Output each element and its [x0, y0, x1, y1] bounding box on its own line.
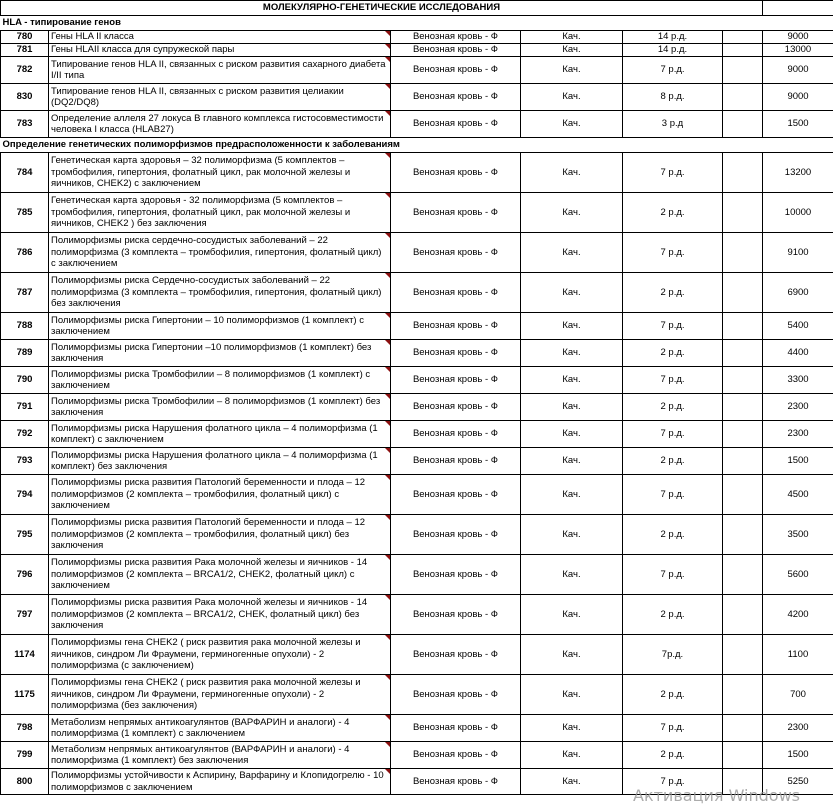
biomaterial: Венозная кровь - Ф — [391, 555, 521, 595]
service-name: Метаболизм непрямых антикоагулянтов (ВАРФАРИН и аналоги) - 4 полиморфизма (1 комплект) без заключения — [49, 742, 391, 769]
service-name: Генетическая карта здоровья – 32 полиморфизма (5 комплектов – тромбофилия, гипертония, фолатный цикл, рак молочной железы и яичников, CHEK2) с заключением — [49, 153, 391, 193]
table-row — [1, 193, 833, 233]
service-code: 794 — [1, 475, 49, 515]
service-name: Полиморфизмы риска Тромбофилии – 8 полиморфизмов (1 комплект) с заключением — [49, 367, 391, 394]
biomaterial: Венозная кровь - Ф — [391, 742, 521, 769]
spacer-cell — [723, 84, 763, 111]
service-name: Определение аллеля 27 локуса B главного комплекса гистосовместимости человека I класса (HLAB27) — [49, 111, 391, 138]
biomaterial: Венозная кровь - Ф — [391, 595, 521, 635]
test-type: Кач. — [521, 340, 623, 367]
spacer-cell — [723, 340, 763, 367]
table-row — [1, 769, 833, 795]
service-code: 783 — [1, 111, 49, 138]
table-row — [1, 367, 833, 394]
service-name: Полиморфизмы риска развития Патологий беременности и плода – 12 полиморфизмов (2 комплекта – тромбофилия, фолатный цикл) с заключением — [49, 475, 391, 515]
spacer-cell — [723, 367, 763, 394]
test-type: Кач. — [521, 313, 623, 340]
service-name: Полиморфизмы риска развития Патологий беременности и плода – 12 полиморфизмов (2 комплекта – тромбофилия, фолатный цикл) без заключения — [49, 515, 391, 555]
turnaround-time: 2 р.д. — [623, 675, 723, 715]
table-row — [1, 340, 833, 367]
biomaterial: Венозная кровь - Ф — [391, 84, 521, 111]
service-code: 788 — [1, 313, 49, 340]
price: 2300 — [763, 421, 833, 448]
table-row — [1, 233, 833, 273]
price: 1100 — [763, 635, 833, 675]
table-row — [1, 57, 833, 84]
test-type: Кач. — [521, 715, 623, 742]
table-row — [1, 448, 833, 475]
service-code: 792 — [1, 421, 49, 448]
service-name: Полиморфизмы риска развития Рака молочной железы и яичников - 14 полиморфизмов (2 комплекта – BRCA1/2, CHEK, фолатный цикл) без заключения — [49, 595, 391, 635]
test-type: Кач. — [521, 394, 623, 421]
turnaround-time: 3 р.д — [623, 111, 723, 138]
service-code: 1175 — [1, 675, 49, 715]
service-code: 830 — [1, 84, 49, 111]
spacer-cell — [723, 675, 763, 715]
price: 5250 — [763, 769, 833, 795]
turnaround-time: 7 р.д. — [623, 715, 723, 742]
spacer-cell — [723, 555, 763, 595]
price: 1500 — [763, 111, 833, 138]
price: 13000 — [763, 44, 833, 57]
service-code: 785 — [1, 193, 49, 233]
table-row — [1, 515, 833, 555]
biomaterial: Венозная кровь - Ф — [391, 421, 521, 448]
turnaround-time: 2 р.д. — [623, 742, 723, 769]
biomaterial: Венозная кровь - Ф — [391, 394, 521, 421]
price: 4500 — [763, 475, 833, 515]
biomaterial: Венозная кровь - Ф — [391, 635, 521, 675]
table-row — [1, 44, 833, 57]
table-row — [1, 635, 833, 675]
service-code: 786 — [1, 233, 49, 273]
spacer-cell — [723, 31, 763, 44]
service-name: Гены HLA II класса — [49, 31, 391, 44]
turnaround-time: 2 р.д. — [623, 394, 723, 421]
price: 9000 — [763, 84, 833, 111]
biomaterial: Венозная кровь - Ф — [391, 273, 521, 313]
service-name: Полиморфизмы гена CHEK2 ( риск развития рака молочной железы и яичников, синдром Ли Фраумени, герминогенные опухоли) - 2 полиморфизма (без заключения) — [49, 675, 391, 715]
test-type: Кач. — [521, 421, 623, 448]
price: 13200 — [763, 153, 833, 193]
service-name: Полиморфизмы риска Сердечно-сосудистых заболеваний – 22 полиморфизма (3 комплекта – тромбофилия, гипертония, фолатный цикл) без заключения — [49, 273, 391, 313]
turnaround-time: 2 р.д. — [623, 193, 723, 233]
price: 5400 — [763, 313, 833, 340]
price: 6900 — [763, 273, 833, 313]
service-name: Полиморфизмы риска Нарушения фолатного цикла – 4 полиморфизма (1 комплект) с заключением — [49, 421, 391, 448]
spacer-cell — [723, 313, 763, 340]
spacer-cell — [723, 233, 763, 273]
test-type: Кач. — [521, 742, 623, 769]
service-name: Полиморфизмы риска сердечно-сосудистых заболеваний – 22 полиморфизма (3 комплекта – тромбофилия, гипертония, фолатный цикл) с заключением — [49, 233, 391, 273]
test-type: Кач. — [521, 635, 623, 675]
service-name: Метаболизм непрямых антикоагулянтов (ВАРФАРИН и аналоги) - 4 полиморфизма (1 комплект) с заключением — [49, 715, 391, 742]
service-name: Полиморфизмы риска Нарушения фолатного цикла – 4 полиморфизма (1 комплект) без заключения — [49, 448, 391, 475]
test-type: Кач. — [521, 448, 623, 475]
spacer-cell — [723, 475, 763, 515]
service-code: 791 — [1, 394, 49, 421]
table-row — [1, 313, 833, 340]
spacer-cell — [723, 421, 763, 448]
turnaround-time: 14 р.д. — [623, 44, 723, 57]
turnaround-time: 7 р.д. — [623, 475, 723, 515]
spacer-cell — [723, 635, 763, 675]
service-code: 799 — [1, 742, 49, 769]
service-code: 787 — [1, 273, 49, 313]
table-row — [1, 475, 833, 515]
biomaterial: Венозная кровь - Ф — [391, 153, 521, 193]
price: 3500 — [763, 515, 833, 555]
table-row — [1, 111, 833, 138]
turnaround-time: 2 р.д. — [623, 448, 723, 475]
test-type: Кач. — [521, 555, 623, 595]
price: 9000 — [763, 31, 833, 44]
service-code: 790 — [1, 367, 49, 394]
table-row — [1, 273, 833, 313]
service-code: 793 — [1, 448, 49, 475]
turnaround-time: 2 р.д. — [623, 340, 723, 367]
service-code: 780 — [1, 31, 49, 44]
biomaterial: Венозная кровь - Ф — [391, 233, 521, 273]
price: 1500 — [763, 742, 833, 769]
turnaround-time: 7 р.д. — [623, 367, 723, 394]
service-code: 798 — [1, 715, 49, 742]
test-type: Кач. — [521, 273, 623, 313]
turnaround-time: 2 р.д. — [623, 273, 723, 313]
biomaterial: Венозная кровь - Ф — [391, 111, 521, 138]
turnaround-time: 8 р.д. — [623, 84, 723, 111]
biomaterial: Венозная кровь - Ф — [391, 44, 521, 57]
table-row — [1, 421, 833, 448]
spacer-cell — [723, 193, 763, 233]
biomaterial: Венозная кровь - Ф — [391, 57, 521, 84]
section-header — [1, 16, 833, 31]
table-row — [1, 84, 833, 111]
service-code: 789 — [1, 340, 49, 367]
service-code: 781 — [1, 44, 49, 57]
service-code: 797 — [1, 595, 49, 635]
biomaterial: Венозная кровь - Ф — [391, 515, 521, 555]
turnaround-time: 7 р.д. — [623, 421, 723, 448]
service-name: Полиморфизмы устойчивости к Аспирину, Варфарину и Клопидогрелю - 10 полиморфизмов с заключением — [49, 769, 391, 795]
price: 10000 — [763, 193, 833, 233]
test-type: Кач. — [521, 31, 623, 44]
table-title: МОЛЕКУЛЯРНО-ГЕНЕТИЧЕСКИЕ ИССЛЕДОВАНИЯ — [1, 1, 763, 16]
table-row — [1, 31, 833, 44]
section-header — [1, 138, 833, 153]
test-type: Кач. — [521, 153, 623, 193]
price: 4400 — [763, 340, 833, 367]
price: 4200 — [763, 595, 833, 635]
section-title: Определение генетических полиморфизмов предрасположенности к заболеваниям — [1, 138, 833, 153]
test-type: Кач. — [521, 193, 623, 233]
biomaterial: Венозная кровь - Ф — [391, 31, 521, 44]
biomaterial: Венозная кровь - Ф — [391, 448, 521, 475]
turnaround-time: 7 р.д. — [623, 313, 723, 340]
price: 2300 — [763, 394, 833, 421]
test-type: Кач. — [521, 44, 623, 57]
turnaround-time: 14 р.д. — [623, 31, 723, 44]
biomaterial: Венозная кровь - Ф — [391, 475, 521, 515]
turnaround-time: 7 р.д. — [623, 555, 723, 595]
test-type: Кач. — [521, 111, 623, 138]
turnaround-time: 2 р.д. — [623, 515, 723, 555]
price: 3300 — [763, 367, 833, 394]
service-name: Полиморфизмы риска развития Рака молочной железы и яичников - 14 полиморфизмов (2 комплекта – BRCA1/2, CHEK2, фолатный цикл) с заключением — [49, 555, 391, 595]
biomaterial: Венозная кровь - Ф — [391, 675, 521, 715]
test-type: Кач. — [521, 84, 623, 111]
biomaterial: Венозная кровь - Ф — [391, 340, 521, 367]
service-name: Типирование генов HLA II, связанных с риском развития целиакии (DQ2/DQ8) — [49, 84, 391, 111]
table-row — [1, 394, 833, 421]
spacer-cell — [723, 515, 763, 555]
test-type: Кач. — [521, 57, 623, 84]
spacer-cell — [723, 44, 763, 57]
turnaround-time: 2 р.д. — [623, 595, 723, 635]
service-code: 796 — [1, 555, 49, 595]
spacer-cell — [723, 273, 763, 313]
spacer-cell — [723, 448, 763, 475]
service-name: Полиморфизмы гена CHEK2 ( риск развития рака молочной железы и яичников, синдром Ли Фраумени, герминогенные опухоли) - 2 полиморфизма (с заключением) — [49, 635, 391, 675]
table-row — [1, 595, 833, 635]
service-name: Гены HLAII класса для супружеской пары — [49, 44, 391, 57]
table-row — [1, 675, 833, 715]
price: 9000 — [763, 57, 833, 84]
price: 700 — [763, 675, 833, 715]
service-name: Типирование генов HLA II, связанных с риском развития сахарного диабета I/II типа — [49, 57, 391, 84]
biomaterial: Венозная кровь - Ф — [391, 313, 521, 340]
test-type: Кач. — [521, 675, 623, 715]
spacer-cell — [723, 742, 763, 769]
table-row — [1, 555, 833, 595]
test-type: Кач. — [521, 233, 623, 273]
spacer-cell — [723, 57, 763, 84]
service-code: 1174 — [1, 635, 49, 675]
spacer-cell — [723, 394, 763, 421]
price: 2300 — [763, 715, 833, 742]
service-name: Полиморфизмы риска Гипертонии – 10 полиморфизмов (1 комплект) с заключением — [49, 313, 391, 340]
spacer-cell — [723, 715, 763, 742]
table-row — [1, 153, 833, 193]
biomaterial: Венозная кровь - Ф — [391, 769, 521, 795]
biomaterial: Венозная кровь - Ф — [391, 715, 521, 742]
test-type: Кач. — [521, 515, 623, 555]
turnaround-time: 7 р.д. — [623, 57, 723, 84]
test-type: Кач. — [521, 475, 623, 515]
turnaround-time: 7 р.д. — [623, 153, 723, 193]
price: 1500 — [763, 448, 833, 475]
spacer-cell — [723, 153, 763, 193]
turnaround-time: 7р.д. — [623, 635, 723, 675]
service-code: 782 — [1, 57, 49, 84]
windows-activation-watermark: Активация Windows — [633, 786, 800, 805]
turnaround-time: 7 р.д. — [623, 769, 723, 795]
section-title: HLA - типирование генов — [1, 16, 833, 31]
service-code: 795 — [1, 515, 49, 555]
service-code: 784 — [1, 153, 49, 193]
biomaterial: Венозная кровь - Ф — [391, 367, 521, 394]
price: 5600 — [763, 555, 833, 595]
spacer-cell — [723, 111, 763, 138]
table-header-row — [1, 1, 833, 16]
table-row — [1, 715, 833, 742]
header-blank-cell — [763, 1, 833, 16]
service-name: Генетическая карта здоровья - 32 полиморфизма (5 комплектов – тромбофилия, гипертония, фолатный цикл, рак молочной железы и яичников, CHEK2 ) без заключения — [49, 193, 391, 233]
spacer-cell — [723, 595, 763, 635]
turnaround-time: 7 р.д. — [623, 233, 723, 273]
test-type: Кач. — [521, 595, 623, 635]
service-name: Полиморфизмы риска Гипертонии –10 полиморфизмов (1 комплект) без заключения — [49, 340, 391, 367]
spacer-cell — [723, 769, 763, 795]
test-type: Кач. — [521, 367, 623, 394]
biomaterial: Венозная кровь - Ф — [391, 193, 521, 233]
price: 9100 — [763, 233, 833, 273]
service-name: Полиморфизмы риска Тромбофилии – 8 полиморфизмов (1 комплект) без заключения — [49, 394, 391, 421]
service-code: 800 — [1, 769, 49, 795]
table-row — [1, 742, 833, 769]
test-type: Кач. — [521, 769, 623, 795]
